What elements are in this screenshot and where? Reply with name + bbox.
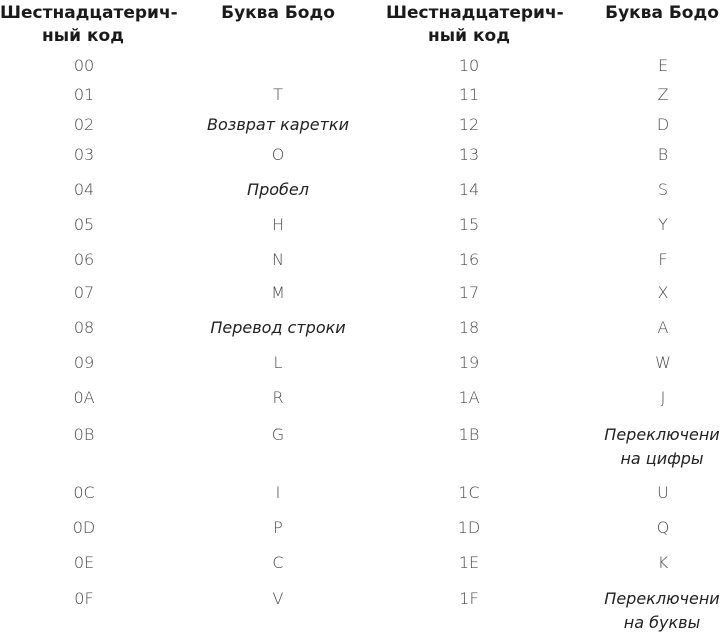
letter-line1: Переключени [604, 425, 720, 444]
letter-cell: F [658, 250, 668, 269]
hex-cell: 01 [73, 85, 95, 104]
hex-cell: 0D [72, 518, 96, 537]
letter-cell: Пробел [247, 180, 309, 199]
letter-cell: S [657, 180, 669, 199]
header-hex-code-right [386, 2, 564, 48]
letter-cell: H [271, 215, 285, 234]
hex-cell: 05 [73, 215, 95, 234]
letter-cell: Перевод строки [210, 318, 346, 337]
letter-cell-multiline [604, 423, 719, 471]
hex-cell: 03 [73, 145, 95, 164]
letter-cell: P [273, 518, 283, 537]
hex-cell: 08 [73, 318, 95, 337]
header-hex-code-left [0, 2, 178, 48]
letter-cell: E [657, 56, 669, 75]
hex-cell: 04 [73, 180, 95, 199]
letter-line2: на буквы [623, 613, 701, 632]
hex-cell: 12 [458, 115, 480, 134]
hex-cell: 19 [458, 353, 480, 372]
header-hex-line2: ный код [428, 26, 510, 46]
letter-line1: Переключени [604, 589, 720, 608]
hex-cell: 1A [458, 388, 480, 407]
hex-cell: 14 [458, 180, 480, 199]
hex-cell: 02 [73, 115, 95, 134]
header-baudot-letter-right: Буква Бодо [605, 3, 719, 23]
letter-cell: A [657, 318, 669, 337]
hex-cell: 11 [458, 85, 480, 104]
letter-cell: D [656, 115, 670, 134]
hex-cell: 0E [73, 553, 95, 572]
hex-cell: 1D [457, 518, 481, 537]
letter-cell: T [273, 85, 283, 104]
hex-cell: 15 [458, 215, 480, 234]
hex-cell: 18 [458, 318, 480, 337]
letter-cell: U [657, 483, 669, 502]
hex-cell: 13 [458, 145, 480, 164]
letter-cell: K [657, 553, 669, 572]
letter-cell: M [271, 283, 285, 302]
letter-cell: Y [658, 215, 668, 234]
hex-cell: 09 [73, 353, 95, 372]
hex-cell: 10 [458, 56, 480, 75]
header-hex-line1: Шестнадцатерич- [0, 3, 178, 23]
hex-cell: 1F [459, 589, 479, 608]
letter-cell: Z [657, 85, 669, 104]
letter-cell: J [660, 388, 666, 407]
letter-cell: V [272, 589, 284, 608]
header-baudot-letter-left: Буква Бодо [221, 3, 335, 23]
hex-cell: 0F [74, 589, 94, 608]
letter-cell: N [272, 250, 284, 269]
letter-cell: R [272, 388, 284, 407]
hex-cell: 0B [73, 425, 95, 444]
hex-cell: 17 [458, 283, 480, 302]
hex-cell: 1E [458, 553, 480, 572]
hex-cell: 07 [73, 283, 95, 302]
letter-cell-multiline [604, 587, 719, 635]
hex-cell: 0A [73, 388, 95, 407]
letter-cell: I [275, 483, 281, 502]
letter-cell: W [655, 353, 671, 372]
letter-cell: L [273, 353, 283, 372]
letter-cell: Возврат каретки [207, 115, 349, 134]
letter-line2: на цифры [620, 449, 704, 468]
letter-cell: Q [656, 518, 670, 537]
header-hex-line2: ный код [42, 26, 124, 46]
hex-cell: 1B [458, 425, 480, 444]
letter-cell: X [657, 283, 669, 302]
letter-cell: C [272, 553, 284, 572]
hex-cell: 00 [73, 56, 95, 75]
hex-cell: 1C [458, 483, 480, 502]
header-hex-line1: Шестнадцатерич- [386, 3, 564, 23]
hex-cell: 0C [73, 483, 95, 502]
letter-cell: O [271, 145, 285, 164]
letter-cell: B [657, 145, 669, 164]
hex-cell: 06 [73, 250, 95, 269]
hex-cell: 16 [458, 250, 480, 269]
letter-cell: G [271, 425, 285, 444]
